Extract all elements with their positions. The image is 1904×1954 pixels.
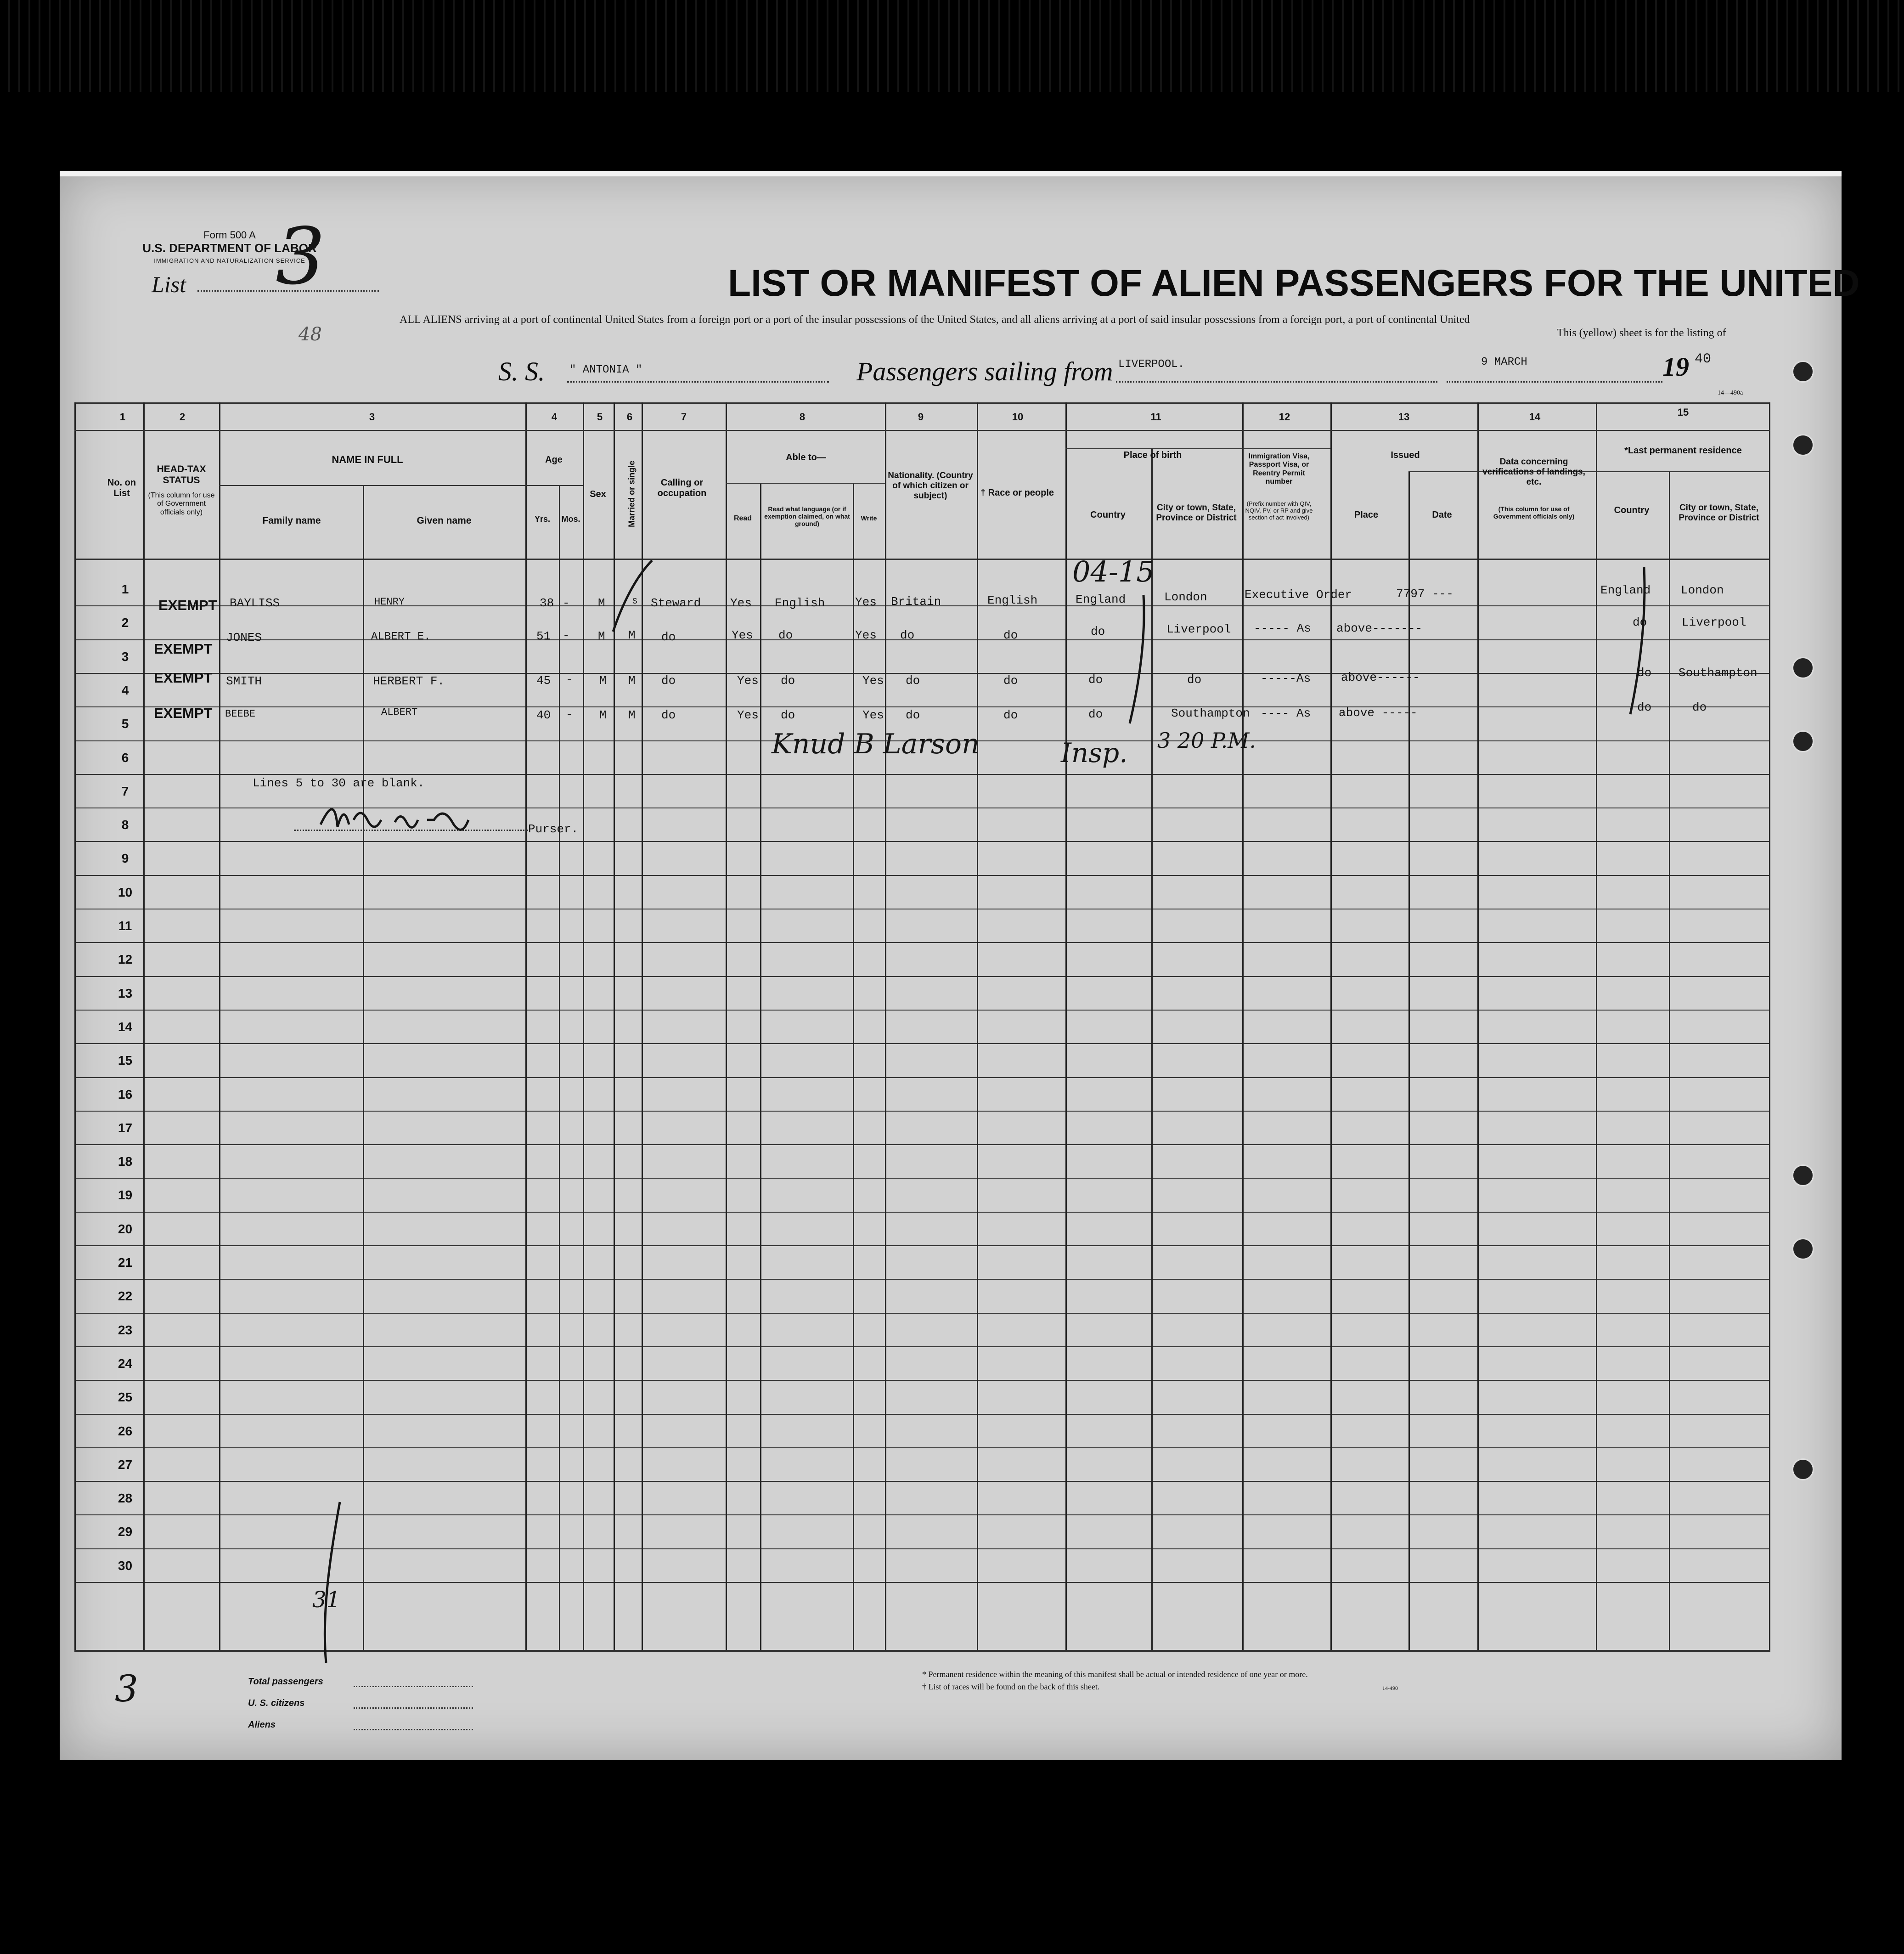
issued-place: above------- [1336,621,1423,635]
us-citizens-label: U. S. citizens [248,1698,305,1708]
column-number: 3 [369,411,375,423]
row-number: 24 [118,1356,133,1371]
can-write: Yes [862,674,884,688]
row-number: 20 [118,1222,133,1236]
form-number: Form 500 A [203,229,256,241]
row-rule [74,875,1770,876]
ship-name: " ANTONIA " [569,364,642,376]
total-line [354,1686,473,1687]
intro-line-2: This (yellow) sheet is for the listing of [1557,327,1726,339]
row-number: 25 [118,1390,133,1404]
row-number: 19 [118,1188,133,1202]
header-date: Date [1432,510,1452,520]
column-number: 7 [681,411,687,423]
nationality: Britain [891,595,941,609]
sex: M [598,629,605,643]
purser-signature-icon [317,802,510,834]
age-months: - [566,673,573,687]
column-number: 4 [551,411,558,423]
header-name-in-full: NAME IN FULL [332,454,403,465]
marital-status: M [628,628,636,642]
header-married: Married or single [627,460,637,527]
visa-number: -----As [1261,672,1311,685]
residence-city: Southampton [1679,666,1758,680]
can-write: Yes [862,708,884,722]
race: do [1003,674,1018,688]
row-number: 23 [118,1323,133,1337]
birth-country: do [1088,707,1103,721]
birth-city: London [1164,590,1207,604]
marital-status: M [628,708,636,722]
inspector-signature: Knud B Larson [772,728,980,760]
visa-number: Executive Order [1245,588,1352,602]
header-visa-note: (Prefix number with QIV, NQIV, PV, or RP and give section of act involved) [1245,500,1313,521]
header-yrs: Yrs. [534,514,551,524]
row-number: 16 [118,1087,133,1101]
sex: M [598,596,605,610]
binder-hole [1792,434,1814,456]
occupation: do [661,674,676,688]
column-number: 8 [799,411,806,423]
row-rule [74,1178,1770,1179]
column-number: 1 [119,411,126,423]
header-res-city: City or town, State, Province or District [1679,503,1759,523]
header-residence: *Last permanent residence [1624,446,1742,456]
age-months: - [563,596,570,610]
header-head-tax-note: (This column for use of Government officials only) [148,491,215,516]
row-rule [74,1481,1770,1482]
read-language: do [778,628,793,642]
can-read: Yes [732,628,753,642]
row-rule [74,1245,1770,1246]
ship-line [567,381,829,383]
birth-city: do [1187,673,1202,687]
header-read-language: Read what language (or if exemption claimed, on what ground) [764,505,850,528]
can-read: Yes [737,674,759,688]
row-rule [74,1077,1770,1078]
sex: M [599,674,607,688]
row-rule [74,1380,1770,1381]
family-name: BAYLISS [230,596,280,610]
aliens-line [354,1729,473,1730]
row-number: 30 [118,1559,133,1573]
manifest-table [74,402,1770,1650]
department: U.S. DEPARTMENT OF LABOR [142,241,317,255]
row-number: 29 [118,1525,133,1539]
can-write: Yes [855,595,877,609]
header-verifications-note: (This column for use of Government officials only) [1493,505,1575,520]
issued-place: above------ [1341,671,1420,684]
row-number: 4 [121,683,129,697]
marital-status: S [632,597,637,606]
can-write: Yes [855,628,877,642]
column-number: 5 [597,411,603,423]
age-years: 51 [536,629,551,643]
header-read: Read [733,514,752,522]
residence-city: Liverpool [1682,616,1746,629]
birth-country: do [1088,673,1103,687]
residence-country: England [1600,583,1651,597]
age-months: - [563,628,570,642]
date-line [1447,381,1662,383]
column-number: 10 [1012,411,1024,423]
row-rule [74,841,1770,842]
header-calling: Calling or occupation [657,478,707,498]
nationality: do [906,708,920,722]
list-label: List [152,271,186,297]
check-mark-icon [312,1497,349,1667]
header-visa: Immigration Visa, Passport Visa, or Reentry Permit number [1248,452,1310,486]
bracket-mark-icon [1621,565,1653,717]
tick-mark-icon [608,558,654,636]
column-number: 15 [1677,407,1689,418]
read-language: do [781,708,795,722]
race: English [987,593,1038,607]
marital-status: M [628,674,636,688]
residence-country: do [1637,666,1652,680]
family-name: JONES [226,631,262,644]
occupation: do [661,708,676,722]
header-mos: Mos. [561,514,580,524]
bracket-mark-icon [1125,593,1153,726]
row-number: 14 [118,1020,133,1034]
handwritten-code: 04-15 [1072,555,1155,588]
column-number: 2 [179,411,186,423]
port-line [1116,381,1437,383]
age-months: - [566,707,573,721]
header-res-country: Country [1614,505,1650,515]
row-number: 3 [121,649,129,664]
row-rule [74,1279,1770,1280]
birth-country: England [1076,593,1126,606]
row-number: 5 [121,717,129,731]
head-tax-status: EXEMPT [158,597,217,613]
nationality: do [900,628,915,642]
can-read: Yes [730,596,752,610]
header-given-name: Given name [417,515,472,526]
residence-country: do [1637,700,1652,714]
residence-city: London [1681,583,1724,597]
column-number: 12 [1279,411,1290,423]
film-edge [0,0,1904,92]
row-number: 17 [118,1121,133,1135]
family-name: BEEBE [225,708,256,720]
given-name: ALBERT [381,706,418,718]
sailing-date: 9 MARCH [1481,356,1527,368]
birth-city: Liverpool [1166,622,1231,636]
footnote-residence: * Permanent residence within the meaning of this manifest shall be actual or intended residence of one year or more. [922,1670,1308,1679]
header-place: Place [1354,510,1379,520]
port-name: LIVERPOOL. [1118,358,1185,371]
nationality: do [906,674,920,688]
binder-hole [1792,1238,1814,1260]
header-head-tax: HEAD-TAX STATUS [157,464,206,486]
binder-hole [1792,361,1814,383]
row-rule [74,942,1770,943]
header-family-name: Family name [262,515,321,526]
row-number: 12 [118,952,133,966]
race: do [1003,628,1018,642]
binder-hole [1792,657,1814,679]
intro-line-1: ALL ALIENS arriving at a port of continental United States from a foreign port or a port of the insular possessions of the United States, and all aliens arriving at a port of said insular possessions from a foreign port, a port of continental United [400,314,1470,326]
column-number: 14 [1529,411,1541,423]
row-number: 6 [121,751,129,765]
column-number: 11 [1150,411,1161,423]
manifest-title: LIST OR MANIFEST OF ALIEN PASSENGERS FOR THE UNITED [728,262,1860,304]
row-number: 8 [121,818,129,832]
row-rule [74,1144,1770,1145]
visa-order-number: 7797 --- [1396,587,1453,601]
row-rule [74,1346,1770,1347]
column-number: 9 [918,411,924,423]
visa-number: ---- As [1261,706,1311,720]
race: do [1003,708,1018,722]
citizens-line [354,1707,473,1709]
year-suffix: 40 [1695,351,1712,367]
ss-label: S. S. [498,356,545,386]
aliens-label: Aliens [248,1720,276,1730]
given-name: ALBERT E. [371,631,431,643]
row-rule [74,1313,1770,1314]
head-tax-status: EXEMPT [154,670,213,686]
visa-number: ----- As [1254,621,1311,635]
binder-hole [1792,1458,1814,1480]
row-number: 9 [121,851,129,865]
header-able-to: Able to— [786,452,826,463]
header-nationality: Nationality. (Country of which citizen or subject) [888,471,973,501]
age-years: 38 [540,596,554,610]
header-sex: Sex [590,489,606,499]
residence-country: do [1633,616,1647,629]
corner-code: 14—490a [1718,390,1743,396]
read-language: English [775,596,825,610]
sheet-top-edge [60,171,1842,176]
row-rule [74,1414,1770,1415]
list-number: 3 [276,211,326,302]
birth-city: Southampton [1171,706,1250,720]
row-rule [74,1212,1770,1213]
row-number: 11 [118,919,132,933]
row-rule [74,774,1770,775]
margin-mark: 3 [115,1667,138,1710]
header-country: Country [1090,510,1126,520]
binder-hole [1792,1164,1814,1186]
header-city: City or town, State, Province or District [1156,503,1237,523]
header-issued: Issued [1391,450,1420,460]
given-name: HENRY [374,596,405,608]
row-number: 10 [118,885,133,899]
family-name: SMITH [226,674,262,688]
sailing-label: Passengers sailing from [856,356,1113,386]
year-prefix: 19 [1662,352,1689,382]
purser-label: Purser. [528,822,579,836]
header-age: Age [545,455,563,465]
head-tax-status: EXEMPT [154,705,213,721]
inspector-time: 3 20 P.M. [1157,728,1256,753]
footnote-code: 14-490 [1382,1685,1398,1691]
header-place-of-birth: Place of birth [1123,450,1182,460]
given-name: HERBERT F. [373,674,445,688]
bottom-count: 31 [312,1587,341,1613]
row-rule [74,976,1770,977]
occupation: Steward [651,596,701,610]
row-number: 18 [118,1154,133,1169]
birth-country: do [1091,625,1105,638]
row-number: 2 [121,616,129,630]
age-years: 40 [536,708,551,722]
row-number: 28 [118,1491,133,1505]
row-rule [74,1010,1770,1011]
row-number: 7 [121,784,129,798]
inspector-title: Insp. [1061,737,1128,768]
row-rule [74,706,1770,707]
total-passengers-label: Total passengers [248,1677,323,1687]
read-language: do [781,674,795,688]
row-number: 26 [118,1424,133,1438]
row-number: 1 [121,582,129,596]
row-number: 27 [118,1457,133,1472]
sex: M [599,708,607,722]
row-number: 21 [118,1255,133,1270]
issued-place: above ----- [1339,706,1418,720]
head-tax-status: EXEMPT [154,641,213,657]
row-rule [74,1447,1770,1448]
row-rule [74,673,1770,674]
header-write: Write [861,514,877,522]
binder-hole [1792,730,1814,752]
column-number: 6 [626,411,633,423]
service: IMMIGRATION AND NATURALIZATION SERVICE [154,257,305,264]
margin-number: 48 [299,324,322,345]
residence-city: do [1692,700,1707,714]
row-number: 22 [118,1289,133,1303]
row-number: 15 [118,1053,133,1067]
can-read: Yes [737,708,759,722]
header-no-on-list: No. on List [107,478,136,498]
header-race: † Race or people [980,488,1054,498]
row-rule [74,1111,1770,1112]
row-number: 13 [118,986,133,1000]
occupation: do [661,630,676,644]
age-years: 45 [536,674,551,688]
header-verifications: Data concerning verifications of landings, etc. [1482,457,1585,487]
footnote-races: † List of races will be found on the back of this sheet. [922,1682,1100,1691]
blank-lines-note: Lines 5 to 30 are blank. [253,776,425,790]
row-rule [74,639,1770,640]
column-number: 13 [1398,411,1410,423]
row-rule [74,1043,1770,1044]
